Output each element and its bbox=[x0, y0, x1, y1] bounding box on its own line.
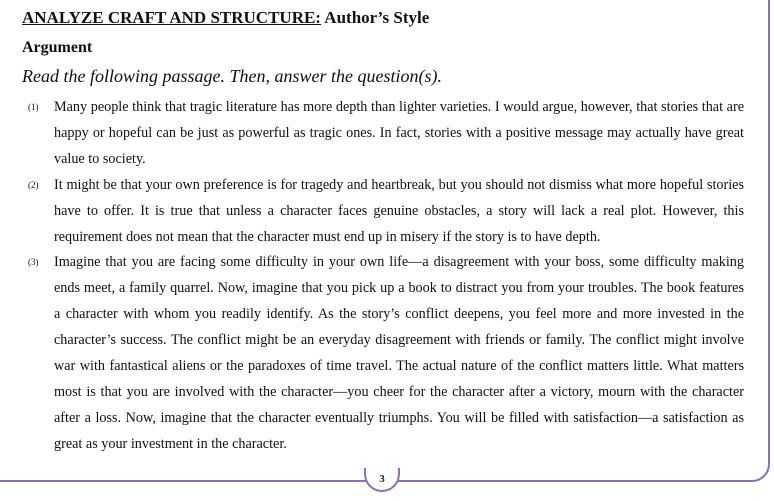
section-header bbox=[22, 8, 429, 28]
skill-title: ANALYZE CRAFT AND STRUCTURE: bbox=[22, 8, 321, 27]
paragraph-text: Many people think that tragic literature has more depth than lighter varieties. I would argue, however, that stories that are happy or hopeful can be just as powerful as tragic ones. In fact, stories with a positive message may actually have great value to society. bbox=[54, 99, 744, 167]
paragraph-number: (3) bbox=[28, 257, 39, 268]
page-number: 3 bbox=[364, 468, 400, 492]
paragraph-text: It might be that your own preference is for tragedy and heartbreak, but you should not dismiss what more hopeful stories have to offer. It is true that unless a character faces genuine obstacles, a story will lack a real plot. However, this requirement does not mean that the character must end up in misery if the story is to have depth. bbox=[54, 176, 744, 245]
subhead: Argument bbox=[22, 39, 93, 56]
paragraph-number: (1) bbox=[28, 102, 39, 112]
paragraph-1 bbox=[28, 95, 744, 173]
paragraph-number: (2) bbox=[28, 179, 39, 190]
passage bbox=[28, 95, 744, 458]
paragraph-2 bbox=[28, 173, 744, 251]
paragraph-text: Imagine that you are facing some difficulty in your own life—a disagreement with your boss, some difficulty making ends meet, a family quarrel. Now, imagine that you pick up a book to distract you from your troubles. The book features a character with whom you readily identify. As the story’s conflict deepens, you feel more and more invested in the character’s success. The conflict might be an everyday disagreement with friends or family. The conflict might involve war with fantastical aliens or the paradoxes of time travel. The actual nature of the conflict matters little. What matters most is that you are involved with the character—you cheer for the character after a victory, mourn with the character after a loss. Now, imagine that the character eventually triumphs. You will be filled with satisfaction—a satisfaction as great as your investment in the character. bbox=[54, 254, 744, 452]
topic-title: Author’s Style bbox=[324, 8, 430, 27]
paragraph-3 bbox=[28, 250, 744, 457]
instructions: Read the following passage. Then, answer the question(s). bbox=[22, 66, 442, 86]
